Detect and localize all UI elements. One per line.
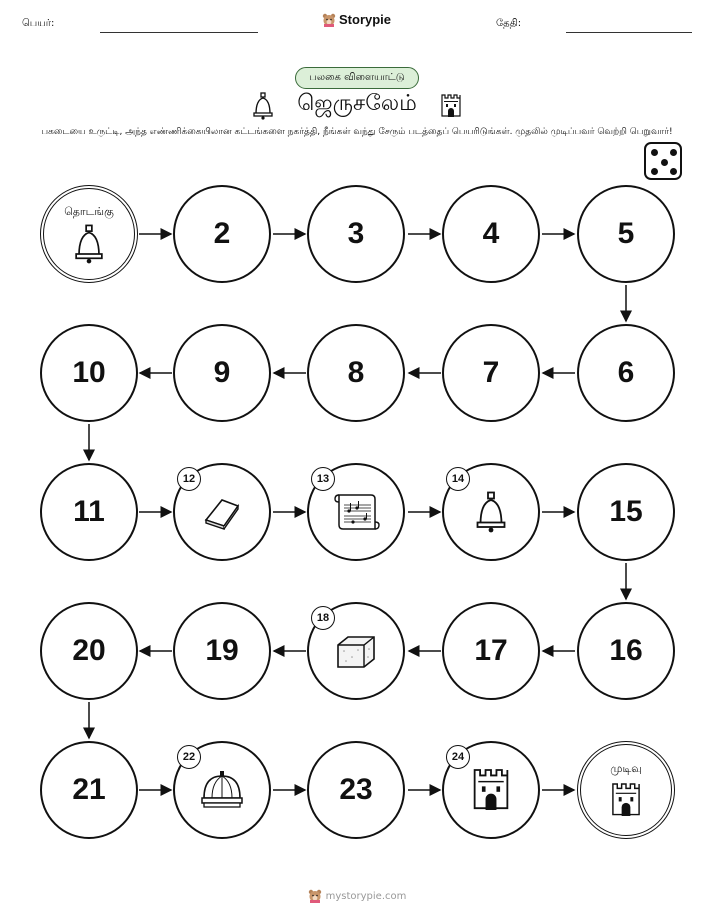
space-number: 17: [474, 634, 508, 667]
space-number: 6: [617, 356, 635, 389]
dome-icon: [198, 768, 246, 812]
space-number: 4: [482, 217, 500, 250]
space-number-badge: 22: [177, 745, 201, 769]
space-number-badge: 14: [446, 467, 470, 491]
space-number: 20: [72, 634, 106, 667]
space-number: 2: [213, 217, 231, 250]
stone-block-icon: [332, 631, 380, 671]
space-number: 15: [609, 495, 643, 528]
space-number: 9: [213, 356, 231, 389]
space-2[interactable]: [173, 185, 271, 283]
game-type-badge: பலகை விளையாட்டு: [295, 67, 419, 89]
space-number-badge: 24: [446, 745, 470, 769]
space-number: 10: [72, 356, 106, 389]
date-label: தேதி:: [496, 18, 522, 29]
space-number: 7: [482, 356, 500, 389]
space-12[interactable]: [173, 463, 271, 561]
finish-label: முடிவு: [610, 761, 642, 775]
space-4[interactable]: [442, 185, 540, 283]
space-8[interactable]: [307, 324, 405, 422]
castle-tower-icon: [471, 766, 511, 814]
brand-name: Storypie: [339, 12, 392, 27]
space-17[interactable]: [442, 602, 540, 700]
space-23[interactable]: [307, 741, 405, 839]
space-13[interactable]: [307, 463, 405, 561]
space-number: 16: [609, 634, 643, 667]
space-number: 21: [72, 773, 106, 806]
page-title: ஜெருசலேம்: [297, 91, 417, 116]
space-number-badge: 13: [311, 467, 335, 491]
space-6[interactable]: [577, 324, 675, 422]
instructions: பகடையை உருட்டி, அந்த எண்ணிக்கையிலான கட்டங்களை நகர்த்தி, நீங்கள் வந்து சேரும் படத்தைப் பெயரிடுங்கள். முதலில் முடிப்பவர் வெற்றி பெறுவார்!: [41, 127, 673, 137]
space-number: 5: [617, 217, 635, 250]
bell-icon: [474, 491, 508, 533]
space-number: 11: [73, 495, 105, 528]
space-22[interactable]: [173, 741, 271, 839]
space-number: 8: [347, 356, 365, 389]
space-16[interactable]: [577, 602, 675, 700]
space-number: 19: [205, 634, 239, 667]
space-7[interactable]: [442, 324, 540, 422]
bell-icon: [72, 224, 106, 264]
space-11[interactable]: [40, 463, 138, 561]
space-14[interactable]: [442, 463, 540, 561]
space-number: 3: [347, 217, 365, 250]
space-finish[interactable]: [577, 741, 675, 839]
space-24[interactable]: [442, 741, 540, 839]
footer: [0, 889, 714, 903]
start-label: தொடங்கு: [64, 204, 114, 218]
castle-tower-icon: [610, 781, 642, 819]
space-19[interactable]: [173, 602, 271, 700]
space-18[interactable]: [307, 602, 405, 700]
space-start[interactable]: [40, 185, 138, 283]
cloth-icon: [200, 492, 244, 532]
music-scroll-icon: [331, 489, 381, 535]
space-15[interactable]: [577, 463, 675, 561]
space-5[interactable]: [577, 185, 675, 283]
space-3[interactable]: [307, 185, 405, 283]
space-10[interactable]: [40, 324, 138, 422]
space-20[interactable]: [40, 602, 138, 700]
footer-url[interactable]: mystorypie.com: [325, 890, 407, 902]
space-9[interactable]: [173, 324, 271, 422]
space-21[interactable]: [40, 741, 138, 839]
space-number-badge: 12: [177, 467, 201, 491]
name-label: பெயர்:: [22, 18, 55, 29]
bear-icon: [308, 889, 322, 903]
space-number-badge: 18: [311, 606, 335, 630]
space-number: 23: [339, 773, 373, 806]
